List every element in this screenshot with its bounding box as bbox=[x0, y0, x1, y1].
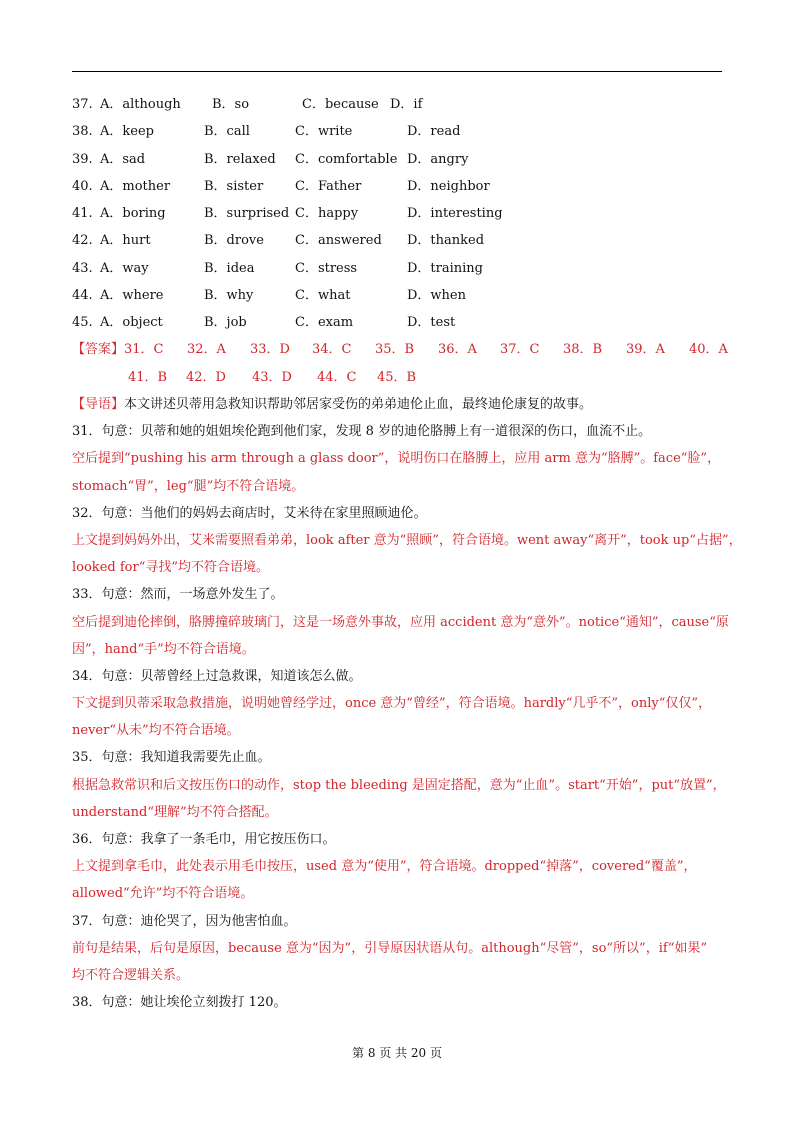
explanation-line: stomach“胃”，leg“腿”均不符合语境。 bbox=[72, 479, 305, 494]
option-c: C．Father bbox=[295, 179, 362, 194]
option-c: C．comfortable bbox=[295, 152, 398, 167]
answer-item: 34．C bbox=[312, 342, 352, 357]
option-d: D．test bbox=[407, 315, 456, 330]
answer-item: 39．A bbox=[626, 342, 665, 357]
answer-label: 【答案】31．C bbox=[72, 342, 164, 357]
answer-item: 45．B bbox=[377, 370, 417, 385]
explanation-line: understand“理解”均不符合搭配。 bbox=[72, 805, 278, 820]
explanation-line: 33．句意：然而，一场意外发生了。 bbox=[72, 587, 284, 602]
option-d: D．read bbox=[407, 124, 461, 139]
option-a: A．boring bbox=[100, 206, 166, 221]
option-d: D．thanked bbox=[407, 233, 485, 248]
option-c: C．write bbox=[295, 124, 353, 139]
explanation-line: 38．句意：她让埃伦立刻拨打 120。 bbox=[72, 995, 287, 1010]
explanation-line: 因”，hand“手”均不符合语境。 bbox=[72, 642, 255, 657]
guide-text: 本文讲述贝蒂用急救知识帮助邻居家受伤的弟弟迪伦止血，最终迪伦康复的故事。 bbox=[124, 397, 593, 412]
answer-item: 44．C bbox=[317, 370, 357, 385]
answer-item: 32．A bbox=[187, 342, 226, 357]
explanation-line: 上文提到妈妈外出，艾米需要照看弟弟，look after 意为“照顾”，符合语境。went away“离开”，took up“占据”， bbox=[72, 533, 742, 548]
option-a: A．object bbox=[100, 315, 163, 330]
question-number: 42. bbox=[72, 233, 93, 248]
option-c: C．because bbox=[302, 97, 379, 112]
answer-item: 36．A bbox=[438, 342, 477, 357]
explanation-line: allowed“允许”均不符合语境。 bbox=[72, 886, 254, 901]
option-a: A．mother bbox=[100, 179, 171, 194]
option-a: A．keep bbox=[100, 124, 154, 139]
answer-item: 40．A bbox=[689, 342, 728, 357]
option-b: B．call bbox=[204, 124, 250, 139]
option-c: C．what bbox=[295, 288, 351, 303]
question-number: 40. bbox=[72, 179, 93, 194]
option-b: B．relaxed bbox=[204, 152, 276, 167]
option-b: B．sister bbox=[204, 179, 264, 194]
option-b: B．job bbox=[204, 315, 247, 330]
explanation-line: 根据急救常识和后文按压伤口的动作，stop the bleeding 是固定搭配，意为“止血”。start“开始”，put“放置”， bbox=[72, 778, 726, 793]
explanation-line: 下文提到贝蒂采取急救措施，说明她曾经学过，once 意为“曾经”，符合语境。hardly“几乎不”，only“仅仅”， bbox=[72, 696, 712, 711]
option-a: A．although bbox=[100, 97, 181, 112]
option-b: B．surprised bbox=[204, 206, 290, 221]
explanation-line: 34．句意：贝蒂曾经上过急救课，知道该怎么做。 bbox=[72, 669, 362, 684]
option-a: A．sad bbox=[100, 152, 146, 167]
explanation-line: 36．句意：我拿了一条毛巾，用它按压伤口。 bbox=[72, 832, 336, 847]
option-c: C．answered bbox=[295, 233, 382, 248]
option-d: D．when bbox=[407, 288, 466, 303]
answer-item: 41．B bbox=[128, 370, 168, 385]
question-number: 41. bbox=[72, 206, 93, 221]
question-number: 45. bbox=[72, 315, 93, 330]
answer-key-row-1 bbox=[72, 340, 732, 360]
option-d: D．neighbor bbox=[407, 179, 490, 194]
explanation-line: 31．句意：贝蒂和她的姐姐埃伦跑到他们家，发现 8 岁的迪伦胳膊上有一道很深的伤口，血流不止。 bbox=[72, 424, 652, 439]
answer-item: 33．D bbox=[250, 342, 290, 357]
option-a: A．hurt bbox=[100, 233, 151, 248]
explanation-line: 前句是结果，后句是原因，because 意为“因为”，引导原因状语从句。although“尽管”，so“所以”，if“如果” bbox=[72, 941, 708, 956]
answer-key-row-2 bbox=[72, 368, 472, 388]
question-number: 39. bbox=[72, 152, 93, 167]
option-c: C．happy bbox=[295, 206, 359, 221]
answer-item: 43．D bbox=[252, 370, 292, 385]
explanation-line: 空后提到“pushing his arm through a glass door”，说明伤口在胳膊上，应用 arm 意为“胳膊”。face“脸”， bbox=[72, 451, 721, 466]
option-a: A．way bbox=[100, 261, 149, 276]
option-c: C．stress bbox=[295, 261, 358, 276]
question-number: 43. bbox=[72, 261, 93, 276]
option-b: B．idea bbox=[204, 261, 255, 276]
option-d: D．interesting bbox=[407, 206, 503, 221]
header-rule bbox=[72, 71, 722, 72]
option-d: D．if bbox=[390, 97, 423, 112]
guide-label: 【导语】 bbox=[72, 397, 125, 412]
question-number: 44. bbox=[72, 288, 93, 303]
answer-item: 42．D bbox=[186, 370, 226, 385]
option-a: A．where bbox=[100, 288, 164, 303]
option-b: B．so bbox=[212, 97, 250, 112]
page-footer: 第 8 页 共 20 页 bbox=[352, 1046, 442, 1060]
explanation-line: looked for“寻找”均不符合语境。 bbox=[72, 560, 269, 575]
option-b: B．drove bbox=[204, 233, 264, 248]
explanation-line: never“从未”均不符合语境。 bbox=[72, 723, 240, 738]
explanation-line: 上文提到拿毛巾，此处表示用毛巾按压，used 意为“使用”，符合语境。dropped“掉落”，covered“覆盖”， bbox=[72, 859, 697, 874]
explanation-line: 均不符合逻辑关系。 bbox=[72, 968, 190, 983]
question-number: 37. bbox=[72, 97, 93, 112]
guide-paragraph bbox=[72, 395, 592, 415]
option-c: C．exam bbox=[295, 315, 354, 330]
explanation-line: 35．句意：我知道我需要先止血。 bbox=[72, 750, 271, 765]
explanation-line: 37．句意：迪伦哭了，因为他害怕血。 bbox=[72, 914, 297, 929]
explanation-line: 空后提到迪伦摔倒，胳膊撞碎玻璃门，这是一场意外事故，应用 accident 意为“意外”。notice“通知”，cause“原 bbox=[72, 615, 729, 630]
answer-item: 35．B bbox=[375, 342, 415, 357]
question-number: 38. bbox=[72, 124, 93, 139]
option-d: D．training bbox=[407, 261, 483, 276]
option-d: D．angry bbox=[407, 152, 469, 167]
answer-item: 38．B bbox=[563, 342, 603, 357]
answer-item: 37．C bbox=[500, 342, 540, 357]
explanation-line: 32．句意：当他们的妈妈去商店时，艾米待在家里照顾迪伦。 bbox=[72, 506, 427, 521]
option-b: B．why bbox=[204, 288, 254, 303]
